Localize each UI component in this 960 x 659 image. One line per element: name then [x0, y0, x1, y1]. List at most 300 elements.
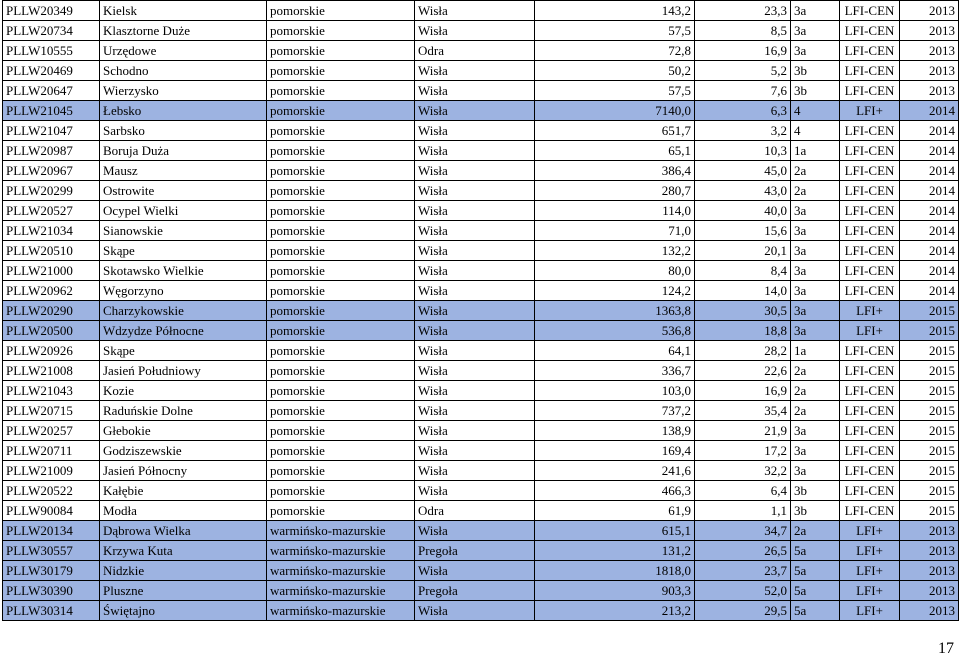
cell-area: 651,7 [535, 121, 695, 141]
cell-area: 536,8 [535, 321, 695, 341]
cell-basin: Wisła [415, 141, 535, 161]
cell-depth: 5,2 [695, 61, 791, 81]
cell-area: 131,2 [535, 541, 695, 561]
cell-year: 2014 [900, 161, 959, 181]
cell-region: pomorskie [267, 381, 415, 401]
cell-depth: 10,3 [695, 141, 791, 161]
cell-area: 213,2 [535, 601, 695, 621]
cell-region: pomorskie [267, 121, 415, 141]
cell-basin: Wisła [415, 121, 535, 141]
cell-code: PLLW30557 [3, 541, 100, 561]
cell-year: 2013 [900, 561, 959, 581]
cell-code: PLLW20510 [3, 241, 100, 261]
cell-region: warmińsko-mazurskie [267, 601, 415, 621]
cell-type: 2a [791, 361, 840, 381]
table-row [3, 421, 959, 441]
cell-year: 2014 [900, 201, 959, 221]
cell-type: 3a [791, 21, 840, 41]
cell-depth: 3,2 [695, 121, 791, 141]
cell-year: 2014 [900, 141, 959, 161]
cell-depth: 8,5 [695, 21, 791, 41]
table-row [3, 521, 959, 541]
cell-name: Pluszne [100, 581, 267, 601]
cell-code: PLLW20134 [3, 521, 100, 541]
cell-year: 2013 [900, 541, 959, 561]
cell-depth: 40,0 [695, 201, 791, 221]
cell-code: PLLW20522 [3, 481, 100, 501]
cell-method: LFI-CEN [840, 421, 900, 441]
cell-basin: Wisła [415, 421, 535, 441]
cell-depth: 28,2 [695, 341, 791, 361]
cell-method: LFI-CEN [840, 1, 900, 21]
cell-code: PLLW30390 [3, 581, 100, 601]
table-row [3, 381, 959, 401]
cell-year: 2015 [900, 461, 959, 481]
cell-year: 2015 [900, 361, 959, 381]
cell-area: 903,3 [535, 581, 695, 601]
cell-region: pomorskie [267, 461, 415, 481]
cell-method: LFI-CEN [840, 281, 900, 301]
cell-type: 3a [791, 421, 840, 441]
cell-region: warmińsko-mazurskie [267, 541, 415, 561]
cell-method: LFI+ [840, 521, 900, 541]
table-row [3, 341, 959, 361]
cell-name: Jasień Północny [100, 461, 267, 481]
cell-name: Sianowskie [100, 221, 267, 241]
cell-depth: 21,9 [695, 421, 791, 441]
cell-year: 2013 [900, 61, 959, 81]
cell-method: LFI+ [840, 321, 900, 341]
cell-type: 5a [791, 541, 840, 561]
cell-depth: 34,7 [695, 521, 791, 541]
cell-basin: Wisła [415, 21, 535, 41]
cell-basin: Wisła [415, 81, 535, 101]
cell-depth: 16,9 [695, 381, 791, 401]
cell-type: 2a [791, 521, 840, 541]
cell-code: PLLW20962 [3, 281, 100, 301]
cell-basin: Wisła [415, 561, 535, 581]
cell-name: Ocypel Wielki [100, 201, 267, 221]
cell-basin: Wisła [415, 461, 535, 481]
cell-method: LFI-CEN [840, 21, 900, 41]
cell-year: 2014 [900, 181, 959, 201]
cell-code: PLLW21034 [3, 221, 100, 241]
cell-name: Wierzysko [100, 81, 267, 101]
cell-method: LFI-CEN [840, 361, 900, 381]
cell-type: 1a [791, 341, 840, 361]
cell-name: Głebokie [100, 421, 267, 441]
cell-name: Schodno [100, 61, 267, 81]
cell-method: LFI+ [840, 561, 900, 581]
cell-type: 3a [791, 461, 840, 481]
cell-basin: Wisła [415, 401, 535, 421]
cell-name: Charzykowskie [100, 301, 267, 321]
cell-depth: 43,0 [695, 181, 791, 201]
cell-code: PLLW20926 [3, 341, 100, 361]
cell-depth: 18,8 [695, 321, 791, 341]
cell-type: 3a [791, 441, 840, 461]
cell-name: Modła [100, 501, 267, 521]
cell-region: pomorskie [267, 281, 415, 301]
cell-area: 615,1 [535, 521, 695, 541]
cell-depth: 16,9 [695, 41, 791, 61]
cell-name: Mausz [100, 161, 267, 181]
cell-name: Ostrowite [100, 181, 267, 201]
cell-depth: 35,4 [695, 401, 791, 421]
cell-basin: Wisła [415, 261, 535, 281]
cell-basin: Wisła [415, 181, 535, 201]
cell-region: pomorskie [267, 241, 415, 261]
cell-area: 466,3 [535, 481, 695, 501]
cell-year: 2013 [900, 1, 959, 21]
cell-year: 2015 [900, 421, 959, 441]
cell-type: 3b [791, 61, 840, 81]
cell-area: 1818,0 [535, 561, 695, 581]
cell-type: 5a [791, 601, 840, 621]
table-row [3, 181, 959, 201]
cell-type: 3a [791, 221, 840, 241]
cell-type: 5a [791, 581, 840, 601]
cell-region: pomorskie [267, 21, 415, 41]
cell-basin: Wisła [415, 341, 535, 361]
cell-area: 114,0 [535, 201, 695, 221]
cell-area: 138,9 [535, 421, 695, 441]
table-row [3, 321, 959, 341]
table-row [3, 361, 959, 381]
cell-region: pomorskie [267, 341, 415, 361]
cell-region: pomorskie [267, 161, 415, 181]
cell-basin: Wisła [415, 361, 535, 381]
cell-depth: 23,7 [695, 561, 791, 581]
cell-code: PLLW21047 [3, 121, 100, 141]
table-row [3, 101, 959, 121]
cell-method: LFI-CEN [840, 261, 900, 281]
cell-code: PLLW20711 [3, 441, 100, 461]
cell-basin: Wisła [415, 241, 535, 261]
cell-method: LFI-CEN [840, 181, 900, 201]
cell-area: 61,9 [535, 501, 695, 521]
cell-type: 3a [791, 281, 840, 301]
cell-name: Klasztorne Duże [100, 21, 267, 41]
cell-name: Kielsk [100, 1, 267, 21]
cell-basin: Wisła [415, 61, 535, 81]
cell-code: PLLW20647 [3, 81, 100, 101]
cell-type: 3a [791, 321, 840, 341]
cell-method: LFI-CEN [840, 241, 900, 261]
cell-area: 241,6 [535, 461, 695, 481]
cell-type: 2a [791, 401, 840, 421]
cell-area: 132,2 [535, 241, 695, 261]
cell-method: LFI-CEN [840, 381, 900, 401]
cell-region: pomorskie [267, 81, 415, 101]
cell-depth: 26,5 [695, 541, 791, 561]
cell-depth: 20,1 [695, 241, 791, 261]
cell-code: PLLW21043 [3, 381, 100, 401]
cell-name: Wdzydze Północne [100, 321, 267, 341]
cell-type: 3b [791, 81, 840, 101]
cell-region: pomorskie [267, 361, 415, 381]
cell-code: PLLW20500 [3, 321, 100, 341]
cell-depth: 15,6 [695, 221, 791, 241]
lakes-table [2, 0, 959, 621]
cell-region: pomorskie [267, 261, 415, 281]
table-row [3, 41, 959, 61]
cell-area: 72,8 [535, 41, 695, 61]
page-number: 17 [938, 640, 954, 657]
cell-region: warmińsko-mazurskie [267, 561, 415, 581]
cell-area: 169,4 [535, 441, 695, 461]
cell-method: LFI-CEN [840, 461, 900, 481]
cell-method: LFI+ [840, 101, 900, 121]
cell-type: 3a [791, 41, 840, 61]
cell-basin: Wisła [415, 301, 535, 321]
cell-name: Godziszewskie [100, 441, 267, 461]
cell-area: 103,0 [535, 381, 695, 401]
cell-method: LFI-CEN [840, 501, 900, 521]
cell-area: 50,2 [535, 61, 695, 81]
cell-year: 2013 [900, 581, 959, 601]
table-row [3, 561, 959, 581]
cell-basin: Pregoła [415, 541, 535, 561]
cell-method: LFI-CEN [840, 61, 900, 81]
cell-region: pomorskie [267, 301, 415, 321]
cell-basin: Odra [415, 501, 535, 521]
cell-name: Krzywa Kuta [100, 541, 267, 561]
cell-region: pomorskie [267, 181, 415, 201]
cell-code: PLLW20299 [3, 181, 100, 201]
cell-method: LFI-CEN [840, 121, 900, 141]
cell-region: pomorskie [267, 61, 415, 81]
cell-type: 3a [791, 301, 840, 321]
cell-type: 3a [791, 241, 840, 261]
cell-year: 2015 [900, 321, 959, 341]
cell-basin: Wisła [415, 1, 535, 21]
table-row [3, 21, 959, 41]
cell-region: pomorskie [267, 441, 415, 461]
cell-depth: 8,4 [695, 261, 791, 281]
cell-region: pomorskie [267, 401, 415, 421]
cell-name: Świętajno [100, 601, 267, 621]
cell-year: 2014 [900, 261, 959, 281]
cell-name: Węgorzyno [100, 281, 267, 301]
cell-year: 2015 [900, 501, 959, 521]
cell-type: 2a [791, 161, 840, 181]
cell-depth: 32,2 [695, 461, 791, 481]
lakes-table-body [3, 1, 959, 621]
cell-area: 57,5 [535, 21, 695, 41]
cell-region: pomorskie [267, 101, 415, 121]
cell-region: pomorskie [267, 41, 415, 61]
cell-type: 4 [791, 101, 840, 121]
cell-type: 3b [791, 501, 840, 521]
cell-region: pomorskie [267, 501, 415, 521]
cell-method: LFI-CEN [840, 161, 900, 181]
table-row [3, 461, 959, 481]
cell-area: 124,2 [535, 281, 695, 301]
cell-region: pomorskie [267, 481, 415, 501]
cell-code: PLLW20715 [3, 401, 100, 421]
cell-area: 737,2 [535, 401, 695, 421]
table-row [3, 141, 959, 161]
cell-code: PLLW21045 [3, 101, 100, 121]
cell-area: 65,1 [535, 141, 695, 161]
table-row [3, 441, 959, 461]
cell-code: PLLW10555 [3, 41, 100, 61]
cell-name: Jasień Południowy [100, 361, 267, 381]
cell-depth: 1,1 [695, 501, 791, 521]
cell-basin: Wisła [415, 481, 535, 501]
cell-name: Łebsko [100, 101, 267, 121]
table-row [3, 81, 959, 101]
cell-year: 2013 [900, 521, 959, 541]
cell-method: LFI-CEN [840, 481, 900, 501]
cell-name: Boruja Duża [100, 141, 267, 161]
cell-method: LFI-CEN [840, 81, 900, 101]
cell-year: 2015 [900, 301, 959, 321]
cell-method: LFI-CEN [840, 141, 900, 161]
cell-area: 143,2 [535, 1, 695, 21]
cell-code: PLLW21000 [3, 261, 100, 281]
cell-basin: Odra [415, 41, 535, 61]
cell-code: PLLW30179 [3, 561, 100, 581]
cell-year: 2013 [900, 601, 959, 621]
cell-year: 2014 [900, 281, 959, 301]
cell-region: pomorskie [267, 221, 415, 241]
cell-area: 80,0 [535, 261, 695, 281]
cell-region: warmińsko-mazurskie [267, 521, 415, 541]
cell-region: pomorskie [267, 201, 415, 221]
cell-type: 2a [791, 181, 840, 201]
table-row [3, 541, 959, 561]
cell-type: 3a [791, 1, 840, 21]
cell-code: PLLW20469 [3, 61, 100, 81]
cell-year: 2015 [900, 341, 959, 361]
cell-region: pomorskie [267, 1, 415, 21]
cell-name: Kałębie [100, 481, 267, 501]
cell-code: PLLW21008 [3, 361, 100, 381]
cell-type: 1a [791, 141, 840, 161]
table-row [3, 401, 959, 421]
cell-area: 336,7 [535, 361, 695, 381]
table-row [3, 121, 959, 141]
cell-basin: Wisła [415, 201, 535, 221]
table-row [3, 281, 959, 301]
table-row [3, 261, 959, 281]
cell-type: 4 [791, 121, 840, 141]
cell-depth: 7,6 [695, 81, 791, 101]
table-row [3, 201, 959, 221]
cell-year: 2015 [900, 481, 959, 501]
cell-basin: Wisła [415, 221, 535, 241]
cell-year: 2014 [900, 121, 959, 141]
cell-depth: 17,2 [695, 441, 791, 461]
cell-method: LFI+ [840, 301, 900, 321]
cell-code: PLLW30314 [3, 601, 100, 621]
table-row [3, 501, 959, 521]
cell-region: pomorskie [267, 321, 415, 341]
cell-year: 2014 [900, 241, 959, 261]
cell-type: 5a [791, 561, 840, 581]
table-row [3, 1, 959, 21]
cell-depth: 6,3 [695, 101, 791, 121]
cell-code: PLLW20967 [3, 161, 100, 181]
cell-name: Skotawsko Wielkie [100, 261, 267, 281]
cell-code: PLLW20987 [3, 141, 100, 161]
table-row [3, 481, 959, 501]
cell-year: 2014 [900, 221, 959, 241]
cell-method: LFI-CEN [840, 41, 900, 61]
cell-basin: Wisła [415, 381, 535, 401]
cell-code: PLLW20349 [3, 1, 100, 21]
cell-depth: 23,3 [695, 1, 791, 21]
table-row [3, 581, 959, 601]
table-row [3, 301, 959, 321]
cell-name: Sarbsko [100, 121, 267, 141]
cell-name: Urzędowe [100, 41, 267, 61]
cell-year: 2015 [900, 381, 959, 401]
cell-region: pomorskie [267, 421, 415, 441]
cell-type: 3b [791, 481, 840, 501]
cell-area: 1363,8 [535, 301, 695, 321]
cell-name: Dąbrowa Wielka [100, 521, 267, 541]
cell-type: 3a [791, 201, 840, 221]
cell-name: Kozie [100, 381, 267, 401]
cell-region: pomorskie [267, 141, 415, 161]
cell-method: LFI+ [840, 601, 900, 621]
cell-code: PLLW20734 [3, 21, 100, 41]
table-row [3, 61, 959, 81]
cell-code: PLLW20257 [3, 421, 100, 441]
cell-year: 2015 [900, 441, 959, 461]
cell-basin: Wisła [415, 161, 535, 181]
cell-area: 280,7 [535, 181, 695, 201]
cell-method: LFI+ [840, 581, 900, 601]
cell-basin: Wisła [415, 521, 535, 541]
cell-code: PLLW90084 [3, 501, 100, 521]
cell-method: LFI-CEN [840, 401, 900, 421]
cell-method: LFI-CEN [840, 341, 900, 361]
cell-depth: 14,0 [695, 281, 791, 301]
cell-basin: Wisła [415, 101, 535, 121]
cell-year: 2013 [900, 41, 959, 61]
table-row [3, 241, 959, 261]
cell-area: 71,0 [535, 221, 695, 241]
cell-area: 7140,0 [535, 101, 695, 121]
cell-type: 2a [791, 381, 840, 401]
cell-type: 3a [791, 261, 840, 281]
table-row [3, 161, 959, 181]
cell-year: 2013 [900, 21, 959, 41]
cell-year: 2013 [900, 81, 959, 101]
cell-code: PLLW21009 [3, 461, 100, 481]
cell-method: LFI-CEN [840, 441, 900, 461]
cell-depth: 45,0 [695, 161, 791, 181]
cell-depth: 30,5 [695, 301, 791, 321]
cell-area: 57,5 [535, 81, 695, 101]
cell-method: LFI-CEN [840, 221, 900, 241]
cell-basin: Wisła [415, 281, 535, 301]
cell-year: 2014 [900, 101, 959, 121]
cell-method: LFI+ [840, 541, 900, 561]
cell-basin: Wisła [415, 441, 535, 461]
cell-name: Raduńskie Dolne [100, 401, 267, 421]
cell-basin: Pregoła [415, 581, 535, 601]
cell-name: Skąpe [100, 341, 267, 361]
cell-name: Nidzkie [100, 561, 267, 581]
cell-depth: 29,5 [695, 601, 791, 621]
cell-method: LFI-CEN [840, 201, 900, 221]
cell-depth: 22,6 [695, 361, 791, 381]
